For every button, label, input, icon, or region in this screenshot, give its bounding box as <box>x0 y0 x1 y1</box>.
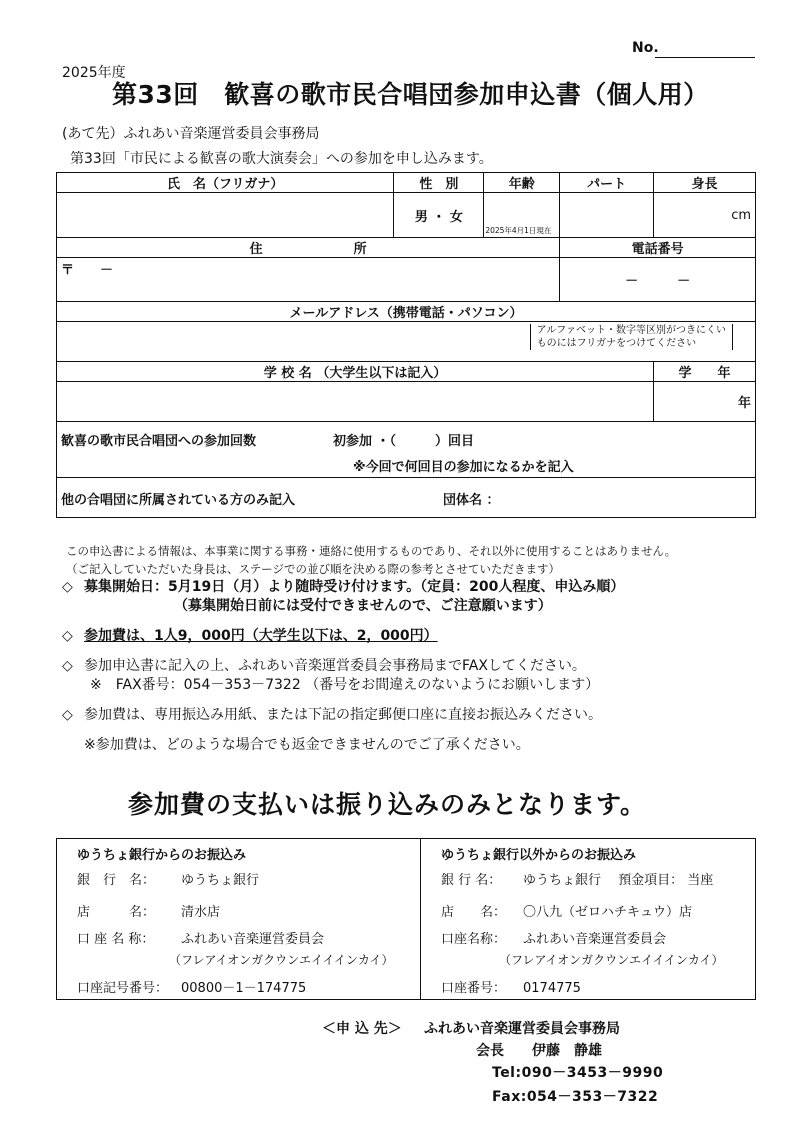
diamond-icon: ◇ <box>62 628 73 644</box>
chair-name: 会長 伊藤 静雄 <box>476 1043 602 1059</box>
fiscal-year: 2025年度 <box>62 65 126 81</box>
school-header: 学 校 名 （大学生以下は記入） <box>57 362 654 382</box>
participation-count-note: ※今回で何回目の参加になるかを記入 <box>353 460 574 475</box>
postal-code-mark: 〒 － <box>61 263 114 278</box>
participation-fee: 参加費は、1人9，000円（大学生以下は、2，000円） <box>84 628 438 644</box>
yucho-account-number-value: 00800－1－174775 <box>181 981 307 996</box>
age-reference-note: 2025年4月1日現在 <box>485 226 552 235</box>
other-bank-value: ゆうちょ銀行 預金項目： 当座 <box>523 873 714 888</box>
yucho-bank-value: ゆうちょ銀行 <box>181 873 260 888</box>
grade-field[interactable] <box>654 382 756 422</box>
participation-count-label: 歓喜の歌市民合唱団への参加回数 <box>61 434 257 449</box>
other-account-name-label: 口座名称： <box>441 932 507 947</box>
fax-instruction: 参加申込書に記入の上、ふれあい音楽運営委員会事務局までFAXしてください。 <box>84 658 586 674</box>
yucho-account-kana: （フレアイオンガクウンエイイインカイ） <box>169 953 394 967</box>
age-field[interactable] <box>484 193 560 238</box>
contact-fax: Fax:054－353－7322 <box>492 1089 659 1105</box>
phone-header: 電話番号 <box>560 238 756 258</box>
privacy-note-2: （ご記入していただいた身長は、ステージでの並び順を決める際の参考とさせていただきます） <box>66 562 561 576</box>
participation-count-options[interactable]: 初参加 ・（ ）回目 <box>333 434 475 449</box>
email-note-line-2: ものにはフリガナをつけてください <box>536 338 697 349</box>
recruit-start: 募集開始日：5月19日（月）より随時受け付けます。（定員：200人程度、申込み順） <box>84 579 625 595</box>
name-field[interactable] <box>57 193 394 238</box>
form-number-field[interactable] <box>655 57 755 58</box>
age-header: 年齢 <box>484 173 560 193</box>
fax-number: ※ FAX番号：054－353－7322 （番号をお間違えのないようにお願いします） <box>90 677 600 693</box>
group-name-label: 団体名 ： <box>443 493 500 508</box>
privacy-note-1: この申込書による情報は、本事業に関する事務・連絡に使用するものであり、それ以外に使用することはありません。 <box>66 544 677 558</box>
email-note <box>530 324 733 350</box>
address-field[interactable] <box>57 258 560 302</box>
other-bank-transfer-section <box>421 839 755 999</box>
bank-transfer-box <box>56 838 756 1000</box>
phone-field[interactable] <box>560 258 756 302</box>
part-header: パート <box>560 173 654 193</box>
part-field[interactable] <box>560 193 654 238</box>
email-note-line-1: アルファベット・数字等区別がつきにくい <box>536 325 726 336</box>
yucho-account-name-label: 口 座 名 称： <box>77 932 155 947</box>
diamond-icon: ◇ <box>62 707 73 723</box>
gender-field[interactable]: 男 ・ 女 <box>394 193 484 238</box>
page-title: 第33回 歓喜の歌市民合唱団参加申込書（個人用） <box>112 80 709 109</box>
other-choir-row[interactable] <box>57 478 756 518</box>
other-bank-label: 銀 行 名： <box>441 873 502 888</box>
yucho-heading: ゆうちょ銀行からのお振込み <box>77 848 247 863</box>
intro-text: 第33回「市民による歓喜の歌大演奏会」への参加を申し込みます。 <box>70 151 493 167</box>
payment-instruction: 参加費は、専用振込み用紙、または下記の指定郵便口座に直接お振込みください。 <box>84 707 602 723</box>
recruit-start-note: （募集開始日前には受付できませんので、ご注意願います） <box>174 598 552 614</box>
yucho-branch-label: 店 名： <box>77 905 156 920</box>
height-header: 身長 <box>654 173 756 193</box>
gender-header: 性 別 <box>394 173 484 193</box>
application-form-table <box>56 172 756 518</box>
apply-to-label: ＜申 込 先＞ <box>322 1021 402 1037</box>
grade-header: 学 年 <box>654 362 756 382</box>
instructions <box>62 578 624 755</box>
other-branch-value: 〇八九（ゼロハチキュウ）店 <box>523 905 693 920</box>
other-account-name-value: ふれあい音楽運営委員会 <box>523 932 667 947</box>
other-branch-label: 店 名： <box>441 905 507 920</box>
yucho-branch-value: 清水店 <box>181 905 221 920</box>
email-field[interactable] <box>57 322 756 362</box>
school-field[interactable] <box>57 382 654 422</box>
address-header: 住 所 <box>57 238 560 258</box>
other-choir-label: 他の合唱団に所属されている方のみ記入 <box>61 493 296 508</box>
form-number-label: No. <box>632 40 659 56</box>
yucho-transfer-section <box>57 839 421 999</box>
height-unit: cm <box>731 207 751 223</box>
grade-unit: 年 <box>737 396 751 411</box>
other-account-kana: （フレアイオンガクウンエイイインカイ） <box>499 953 724 967</box>
diamond-icon: ◇ <box>62 579 73 595</box>
refund-note: ※参加費は、どのような場合でも返金できませんのでご了承ください。 <box>84 737 530 753</box>
yucho-bank-label: 銀 行 名： <box>77 873 156 888</box>
diamond-icon: ◇ <box>62 658 73 674</box>
yucho-account-number-label: 口座記号番号： <box>77 981 169 996</box>
privacy-notes <box>66 542 676 578</box>
other-account-number-value: 0174775 <box>523 981 581 996</box>
other-bank-heading: ゆうちょ銀行以外からのお振込み <box>441 848 637 863</box>
yucho-account-name-value: ふれあい音楽運営委員会 <box>181 932 325 947</box>
other-account-number-label: 口座番号： <box>441 981 507 996</box>
office-name: ふれあい音楽運営委員会事務局 <box>424 1021 620 1037</box>
payment-headline: 参加費の支払いは振り込みのみとなります。 <box>128 790 647 819</box>
name-header: 氏 名（フリガナ） <box>57 173 394 193</box>
addressee: (あて先）ふれあい音楽運営委員会事務局 <box>62 126 320 142</box>
contact-tel: Tel:090－3453－9990 <box>492 1065 664 1081</box>
phone-dashes: － － <box>625 274 691 289</box>
participation-count-row[interactable] <box>57 422 756 478</box>
height-field[interactable] <box>654 193 756 238</box>
email-header: メールアドレス（携帯電話・パソコン） <box>57 302 756 322</box>
